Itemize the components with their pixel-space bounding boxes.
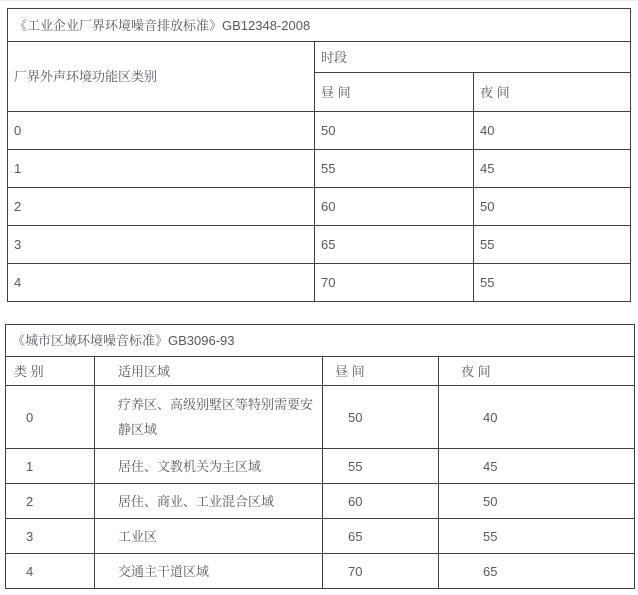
night-value-cell: 55 — [439, 519, 635, 554]
area-cell: 居住、商业、工业混合区域 — [95, 484, 323, 519]
area-cell: 疗养区、高级别墅区等特别需要安静区域 — [95, 386, 323, 449]
night-value-cell: 50 — [474, 188, 631, 226]
table2-header-day: 昼 间 — [323, 357, 439, 386]
table-row — [6, 449, 635, 484]
day-value-cell: 55 — [323, 449, 439, 484]
table-row — [8, 150, 631, 188]
category-cell: 3 — [8, 226, 315, 264]
table-row — [8, 188, 631, 226]
category-cell: 1 — [8, 150, 315, 188]
table2-header-category: 类 别 — [6, 357, 95, 386]
night-value-cell: 40 — [439, 386, 635, 449]
day-value-cell: 65 — [323, 519, 439, 554]
category-cell: 3 — [6, 519, 95, 554]
night-value-cell: 55 — [474, 264, 631, 302]
category-cell: 1 — [6, 449, 95, 484]
table-row — [8, 112, 631, 150]
table1-header-day: 昼 间 — [315, 73, 474, 112]
night-value-cell: 55 — [474, 226, 631, 264]
category-cell: 4 — [8, 264, 315, 302]
day-value-cell: 60 — [315, 188, 474, 226]
table-row — [8, 226, 631, 264]
night-value-cell: 40 — [474, 112, 631, 150]
day-value-cell: 70 — [315, 264, 474, 302]
category-cell: 2 — [8, 188, 315, 226]
day-value-cell: 50 — [323, 386, 439, 449]
area-cell: 居住、文教机关为主区域 — [95, 449, 323, 484]
industrial-noise-table — [7, 8, 631, 302]
table-row — [8, 264, 631, 302]
table2-title: 《城市区域环境噪音标准》GB3096-93 — [6, 325, 635, 357]
table1-header-period: 时段 — [315, 42, 631, 73]
night-value-cell: 50 — [439, 484, 635, 519]
table1-header-night: 夜 间 — [474, 73, 631, 112]
table-header-row — [6, 357, 635, 386]
table2-header-night: 夜 间 — [439, 357, 635, 386]
table-title-row — [8, 9, 631, 42]
category-cell: 4 — [6, 554, 95, 589]
area-cell: 工业区 — [95, 519, 323, 554]
day-value-cell: 55 — [315, 150, 474, 188]
table-title-row — [6, 325, 635, 357]
table1-title: 《工业企业厂界环境噪音排放标准》GB12348-2008 — [8, 9, 631, 42]
table2-header-area: 适用区域 — [95, 357, 323, 386]
day-value-cell: 70 — [323, 554, 439, 589]
area-cell: 交通主干道区域 — [95, 554, 323, 589]
day-value-cell: 50 — [315, 112, 474, 150]
urban-noise-table — [5, 324, 635, 589]
category-cell: 0 — [8, 112, 315, 150]
table-row — [6, 484, 635, 519]
table1-header-category: 厂界外声环境功能区类别 — [8, 42, 315, 112]
day-value-cell: 65 — [315, 226, 474, 264]
night-value-cell: 45 — [474, 150, 631, 188]
day-value-cell: 60 — [323, 484, 439, 519]
night-value-cell: 45 — [439, 449, 635, 484]
category-cell: 0 — [6, 386, 95, 449]
table-header-row — [8, 42, 631, 73]
table-row — [6, 554, 635, 589]
table-row — [6, 386, 635, 449]
category-cell: 2 — [6, 484, 95, 519]
table-row — [6, 519, 635, 554]
night-value-cell: 65 — [439, 554, 635, 589]
